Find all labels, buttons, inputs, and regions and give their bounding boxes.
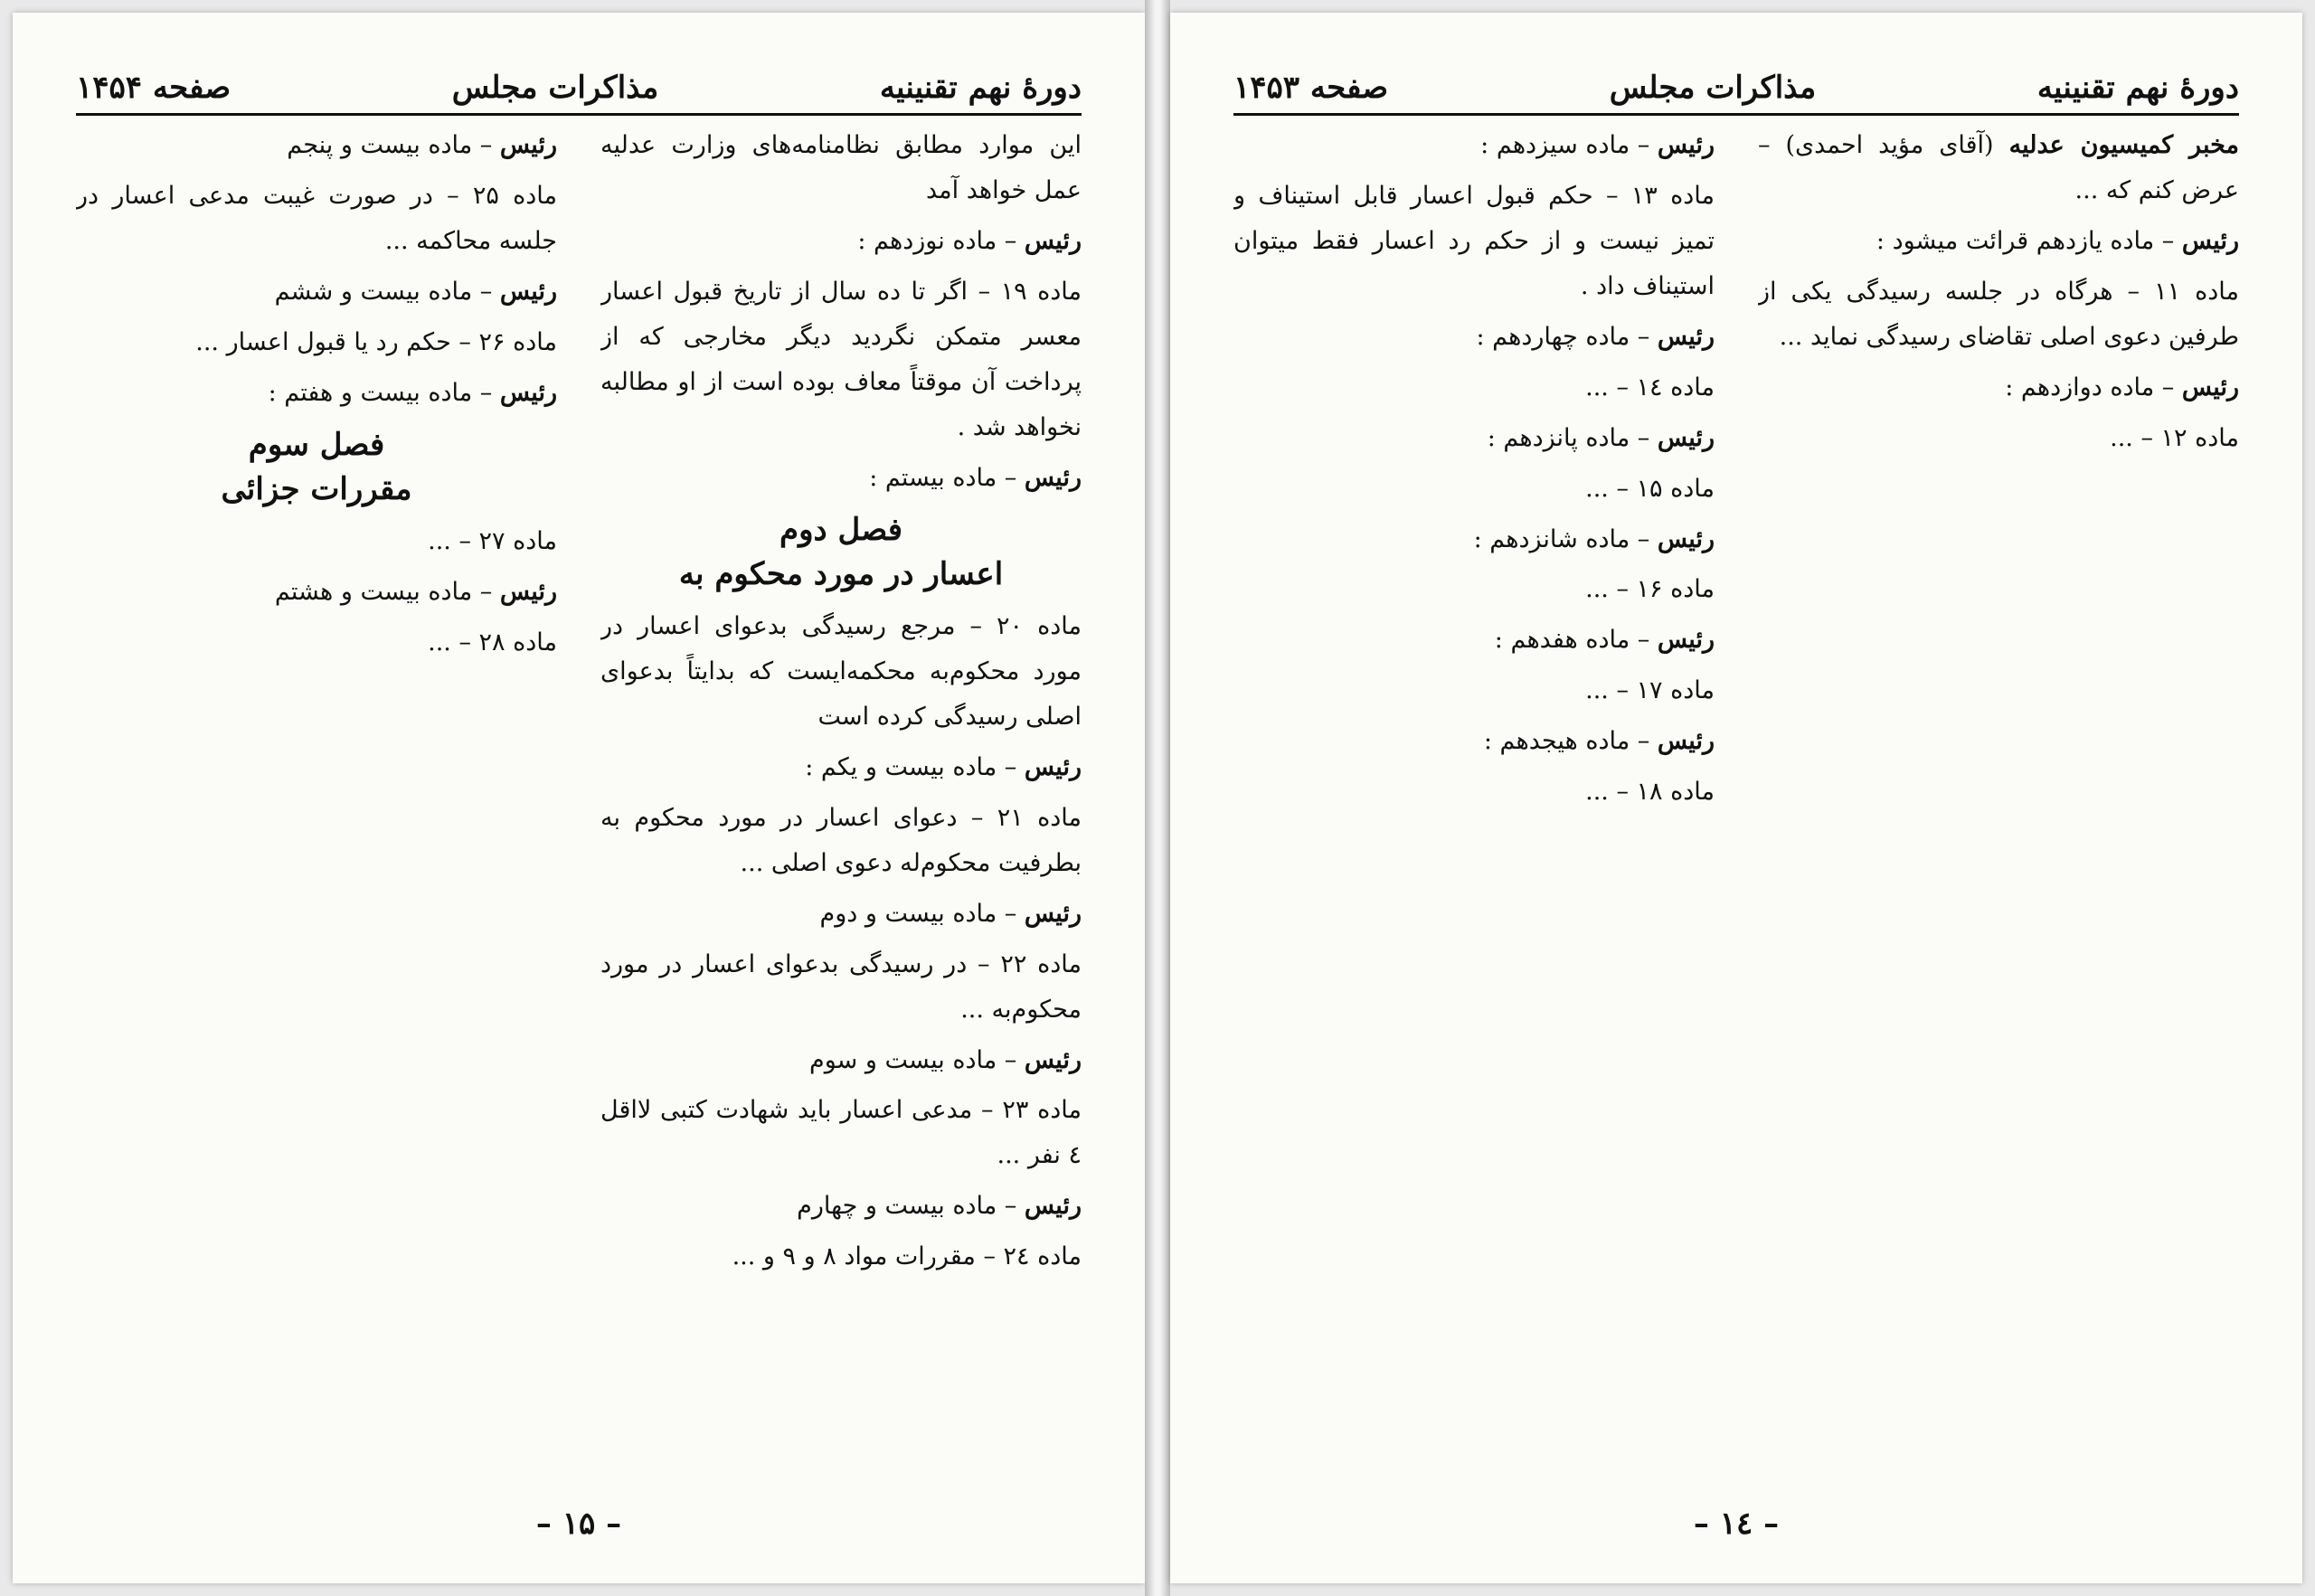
speaker-paragraph: [600, 456, 1082, 501]
left-page-columns: [76, 123, 1082, 1475]
publication-title: مذاکرات مجلس: [1609, 69, 1817, 106]
article-paragraph: ماده ۱۸ – ...: [1585, 778, 1715, 807]
speaker-paragraph: [1758, 219, 2239, 264]
speaker-name: رئیس: [1657, 423, 1715, 452]
speaker-text: – ماده هیجدهم :: [1483, 727, 1650, 756]
page-label: صفحه ۱۴۵۴: [76, 69, 232, 106]
article-paragraph: ماده ۲۷ – ...: [428, 527, 557, 556]
speaker-text: – ماده بیست و ششم: [274, 277, 493, 306]
speaker-text: – ماده بیست و هفتم :: [268, 378, 493, 407]
article-paragraph: ماده ۲۶ – حکم رد یا قبول اعسار ...: [195, 327, 557, 356]
speaker-paragraph: [76, 269, 557, 315]
speaker-paragraph: [1233, 315, 1715, 360]
page-label: صفحه ۱۴۵۳: [1233, 69, 1389, 106]
speaker-paragraph: [1233, 517, 1715, 562]
section-heading-line: فصل دوم: [780, 511, 902, 548]
page-number: – ۱۵ –: [535, 1506, 622, 1542]
header-rule: [76, 113, 1082, 116]
article-paragraph: ماده ۲۰ – مرجع رسیدگی بدعوای اعسار در مورد محکوم‌به محکمه‌ایست که بدایتاً بدعوای اصلی رسیدگی کرده است: [600, 612, 1082, 731]
session-label: دورهٔ نهم تقنینیه: [879, 69, 1082, 106]
speaker-paragraph: [600, 745, 1082, 790]
speaker-name: رئیس: [1657, 131, 1715, 159]
speaker-text: – ماده نوزدهم :: [857, 226, 1017, 255]
speaker-name: رئیس: [2181, 373, 2239, 401]
right-page-left-column: [1233, 123, 1715, 1475]
right-page-header: [1233, 49, 2239, 105]
article-paragraph: ماده ۲۱ – دعوای اعسار در مورد محکوم به بطرفیت محکوم‌له دعوی اصلی ...: [600, 803, 1082, 877]
session-label: دورهٔ نهم تقنینیه: [2036, 69, 2239, 106]
header-rule: [1233, 113, 2239, 116]
speaker-text: – ماده بیست و دوم: [819, 899, 1017, 928]
article-paragraph: ماده ۲۵ – در صورت غیبت مدعی اعسار در جلسه محاکمه ...: [76, 181, 557, 255]
article-paragraph: ماده ۲٤ – مقررات مواد ۸ و ۹ و ...: [732, 1242, 1082, 1271]
page-number: – ۱٤ –: [1693, 1506, 1780, 1542]
right-page-columns: [1233, 123, 2239, 1475]
article-paragraph: ماده ۱۶ – ...: [1585, 575, 1715, 604]
speaker-paragraph: [1233, 618, 1715, 663]
article-paragraph: ماده ۱٤ – ...: [1585, 373, 1715, 401]
article-paragraph: ماده ۲۸ – ...: [428, 628, 557, 657]
speaker-paragraph: [1758, 123, 2239, 213]
speaker-paragraph: [1233, 123, 1715, 168]
speaker-text: (آقای مؤید احمدی) – عرض کنم که ...: [1758, 131, 2239, 204]
article-paragraph: این موارد مطابق نظامنامه‌های وزارت عدلیه عمل خواهد آمد: [600, 131, 1082, 204]
speaker-text: – ماده بیست و چهارم: [797, 1192, 1017, 1221]
speaker-name: رئیس: [499, 131, 557, 159]
left-page-header: [76, 49, 1082, 105]
speaker-text: – ماده بیست و سوم: [809, 1045, 1017, 1074]
speaker-name: مخبر کمیسیون عدلیه: [2008, 131, 2239, 159]
left-page-left-column: [76, 123, 557, 1475]
speaker-paragraph: [76, 570, 557, 615]
speaker-name: رئیس: [499, 277, 557, 306]
section-heading-line: مقررات جزائی: [221, 470, 412, 507]
article-paragraph: ماده ۲۳ – مدعی اعسار باید شهادت کتبی لااقل ٤ نفر ...: [600, 1096, 1082, 1170]
left-page-right-column: [600, 123, 1082, 1475]
publication-title: مذاکرات مجلس: [451, 69, 659, 106]
article-paragraph: ماده ۲۲ – در رسیدگی بدعوای اعسار در مورد محکوم‌به ...: [600, 949, 1082, 1024]
right-page: [1170, 13, 2302, 1583]
speaker-text: – ماده یازدهم قرائت میشود :: [1876, 226, 2175, 255]
speaker-text: – ماده هفدهم :: [1494, 626, 1650, 655]
speaker-paragraph: [600, 892, 1082, 937]
speaker-text: – ماده دوازدهم :: [2005, 373, 2175, 401]
speaker-paragraph: [76, 123, 557, 168]
speaker-name: رئیس: [1024, 463, 1082, 492]
speaker-paragraph: [1233, 719, 1715, 764]
section-heading-line: فصل سوم: [248, 426, 385, 463]
speaker-text: – ماده چهاردهم :: [1476, 322, 1650, 351]
speaker-paragraph: [1233, 416, 1715, 461]
speaker-name: رئیس: [1657, 524, 1715, 553]
speaker-name: رئیس: [1024, 1045, 1082, 1074]
article-paragraph: ماده ۱۱ – هرگاه در جلسه رسیدگی یکی از طرفین دعوی اصلی تقاضای رسیدگی نماید ...: [1758, 277, 2239, 351]
article-paragraph: ماده ۱۳ – حکم قبول اعسار قابل استیناف و تمیز نیست و از حکم رد اعسار فقط میتوان استیناف داد .: [1233, 181, 1715, 300]
speaker-text: – ماده بیست و هشتم: [274, 578, 493, 607]
article-paragraph: ماده ۱۷ – ...: [1585, 676, 1715, 705]
speaker-text: – ماده شانزدهم :: [1473, 524, 1650, 553]
speaker-text: – ماده پانزدهم :: [1487, 423, 1650, 452]
section-heading: [76, 423, 557, 513]
left-page: [13, 13, 1145, 1583]
speaker-paragraph: [600, 219, 1082, 264]
speaker-name: رئیس: [499, 578, 557, 607]
speaker-name: رئیس: [1024, 1192, 1082, 1221]
section-heading-line: اعسار در مورد محکوم به: [678, 555, 1004, 592]
book-gutter: [1145, 0, 1170, 1596]
speaker-name: رئیس: [1657, 727, 1715, 756]
speaker-text: – ماده بیست و یکم :: [805, 752, 1017, 781]
speaker-name: رئیس: [1024, 899, 1082, 928]
speaker-paragraph: [600, 1184, 1082, 1229]
speaker-name: رئیس: [1657, 322, 1715, 351]
speaker-paragraph: [1758, 365, 2239, 411]
speaker-text: – ماده بیست و پنجم: [287, 131, 493, 159]
speaker-name: رئیس: [499, 378, 557, 407]
speaker-name: رئیس: [1657, 626, 1715, 655]
speaker-paragraph: [76, 371, 557, 416]
article-paragraph: ماده ۱۲ – ...: [2110, 423, 2239, 452]
speaker-name: رئیس: [1024, 752, 1082, 781]
speaker-paragraph: [600, 1038, 1082, 1083]
section-heading: [600, 508, 1082, 598]
speaker-name: رئیس: [2181, 226, 2239, 255]
article-paragraph: ماده ۱۵ – ...: [1585, 474, 1715, 503]
article-paragraph: ماده ۱۹ – اگر تا ده سال از تاریخ قبول اعسار معسر متمکن نگردید دیگر مخارجی که از پرداخت آن موقتاً معاف بوده است از او مطالبه نخواهد شد .: [600, 277, 1082, 441]
speaker-text: – ماده سیزدهم :: [1480, 131, 1650, 159]
right-page-right-column: [1758, 123, 2239, 1475]
speaker-name: رئیس: [1024, 226, 1082, 255]
speaker-text: – ماده بیستم :: [869, 463, 1017, 492]
